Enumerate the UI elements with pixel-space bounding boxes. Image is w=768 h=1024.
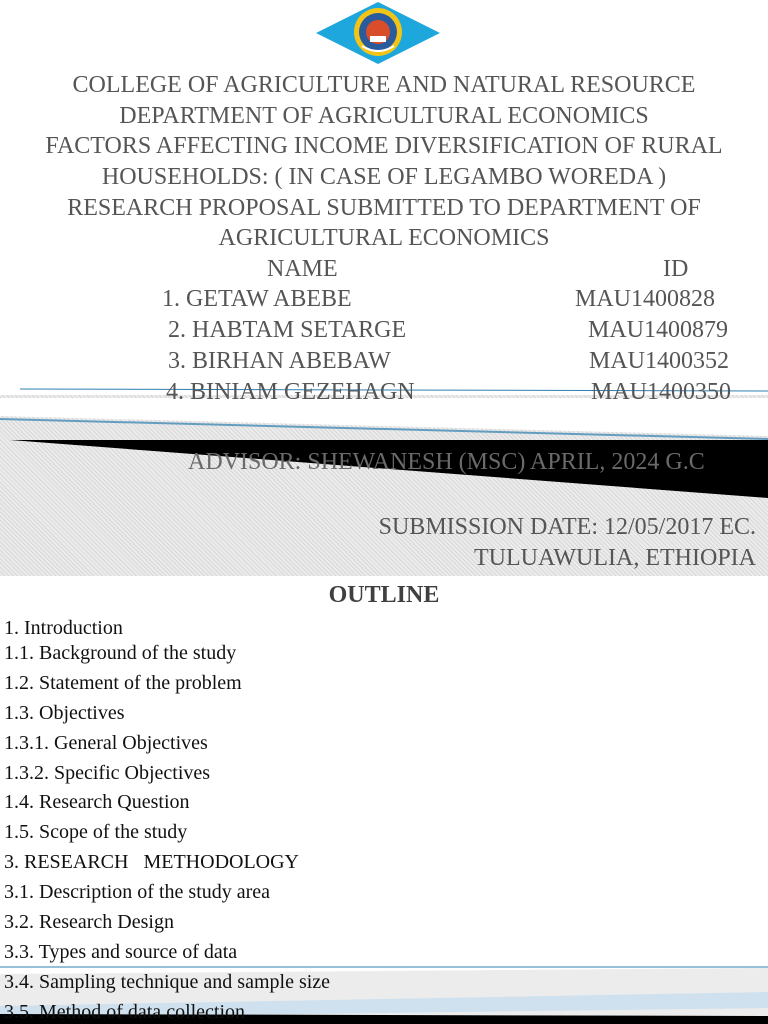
outline-item: 1.3.2. Specific Objectives bbox=[4, 762, 211, 784]
outline-item: 3.3. Types and source of data bbox=[4, 941, 238, 963]
outline-item: 1.4. Research Question bbox=[4, 791, 190, 813]
member-name: 3. BIRHAN ABEBAW bbox=[168, 348, 391, 374]
id-column-header: ID bbox=[663, 256, 689, 282]
outline-item: 1.2. Statement of the problem bbox=[4, 672, 242, 694]
department-name: DEPARTMENT OF AGRICULTURAL ECONOMICS bbox=[119, 103, 649, 129]
outline-item: 3. RESEARCH METHODOLOGY bbox=[4, 851, 299, 873]
proposal-title-line-1: FACTORS AFFECTING INCOME DIVERSIFICATION OF RURAL bbox=[45, 133, 723, 159]
outline-item: 1.3. Objectives bbox=[4, 702, 125, 724]
university-seal-icon bbox=[316, 2, 440, 64]
outline-item: 3.4. Sampling technique and sample size bbox=[4, 971, 331, 993]
location: TULUAWULIA, ETHIOPIA bbox=[473, 545, 756, 571]
member-name: 1. GETAW ABEBE bbox=[162, 286, 352, 312]
member-id: MAU1400352 bbox=[589, 348, 730, 374]
outline-item: 1.1. Background of the study bbox=[4, 642, 237, 664]
member-name: 2. HABTAM SETARGE bbox=[168, 317, 407, 343]
college-name: COLLEGE OF AGRICULTURE AND NATURAL RESOURCE bbox=[72, 72, 696, 98]
proposal-title-line-2: HOUSEHOLDS: ( IN CASE OF LEGAMBO WOREDA ) bbox=[101, 164, 667, 190]
member-id: MAU1400350 bbox=[591, 379, 732, 405]
advisor-and-date: ADVISOR: SHEWANESH (MSC) APRIL, 2024 G.C bbox=[188, 449, 705, 475]
outline-item: 3.1. Description of the study area bbox=[4, 881, 271, 903]
member-id: MAU1400879 bbox=[588, 317, 729, 343]
submission-statement-line-1: RESEARCH PROPOSAL SUBMITTED TO DEPARTMENT OF bbox=[67, 195, 701, 221]
outline-item: 3.5. Method of data collection bbox=[4, 1001, 246, 1023]
outline-item: 1.5. Scope of the study bbox=[4, 821, 188, 843]
submission-statement-line-2: AGRICULTURAL ECONOMICS bbox=[218, 225, 550, 251]
outline-title: OUTLINE bbox=[328, 582, 440, 608]
outline-item: 1. Introduction bbox=[4, 617, 123, 639]
name-column-header: NAME bbox=[267, 256, 338, 282]
outline-slide bbox=[0, 576, 768, 1024]
outline-item: 1.3.1. General Objectives bbox=[4, 732, 208, 754]
submission-date: SUBMISSION DATE: 12/05/2017 EC. bbox=[378, 514, 756, 540]
outline-item: 3.2. Research Design bbox=[4, 911, 174, 933]
member-name: 4. BINIAM GEZEHAGN bbox=[166, 379, 415, 405]
member-id: MAU1400828 bbox=[575, 286, 716, 312]
